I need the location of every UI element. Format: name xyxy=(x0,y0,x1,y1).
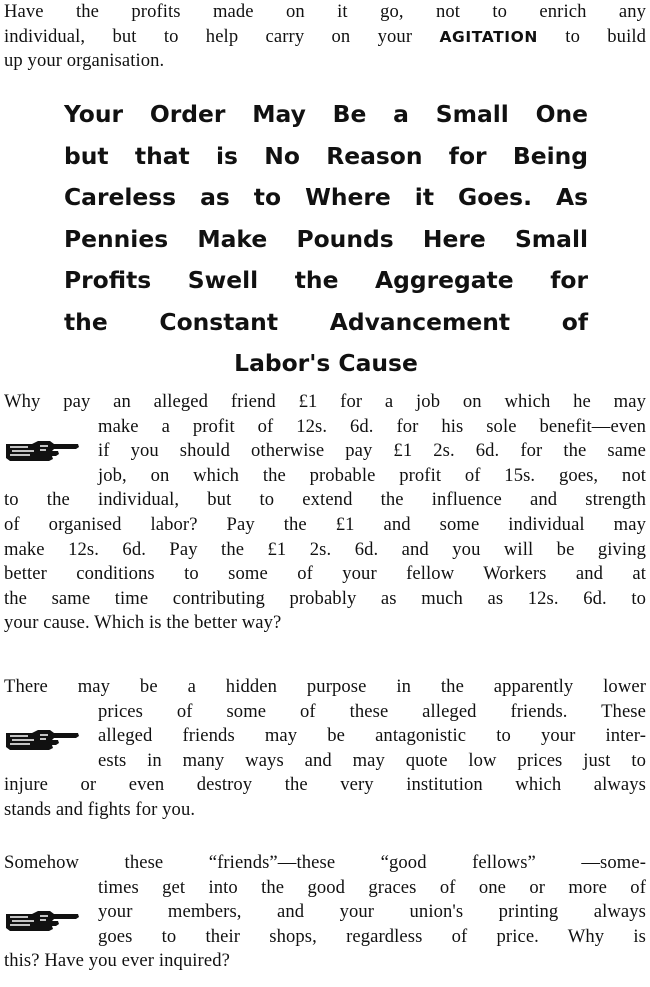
paragraph-line: make a profit of 12s. 6d. for his sole benefit—even xyxy=(98,415,646,437)
paragraph-1 xyxy=(0,390,650,636)
paragraph-line: prices of some of these alleged friends. These xyxy=(98,700,646,722)
intro-line xyxy=(4,25,646,50)
intro-text: individual, but to help carry on your xyxy=(4,25,413,47)
intro-line: up your organisation. xyxy=(4,50,165,72)
headline-line: Pennies Make Pounds Here Small xyxy=(64,224,588,253)
headline-line: Careless as to Where it Goes. As xyxy=(64,183,588,211)
pointing-hand-icon xyxy=(4,727,80,751)
paragraph-line: if you should otherwise pay £1 2s. 6d. for the same xyxy=(98,440,646,462)
intro-paragraph xyxy=(0,0,650,74)
paragraph-3 xyxy=(0,851,650,974)
paragraph-line: Somehow these “friends”—these “good fellows” —some- xyxy=(4,852,646,873)
paragraph-line: injure or even destroy the very institution which always xyxy=(4,774,646,796)
headline-block xyxy=(64,94,588,385)
paragraph-line: your cause. Which is the better way? xyxy=(4,612,282,634)
intro-text: to build xyxy=(565,25,646,47)
paragraph-line: your members, and your union's printing always xyxy=(98,901,646,923)
paragraph-line: this? Have you ever inquired? xyxy=(4,950,230,972)
paragraph-line: the same time contributing probably as much as 12s. 6d. to xyxy=(4,587,646,609)
paragraph-line: goes to their shops, regardless of price. Why is xyxy=(98,925,646,947)
headline-line: the Constant Advancement of xyxy=(64,307,588,336)
pointing-hand-icon xyxy=(4,438,80,462)
paragraph-line: job, on which the probable profit of 15s. goes, not xyxy=(98,464,646,486)
headline-line: Profits Swell the Aggregate for xyxy=(64,266,588,294)
paragraph-line: Why pay an alleged friend £1 for a job on which he may xyxy=(4,391,646,412)
paragraph-line: to the individual, but to extend the influence and strength xyxy=(4,489,646,511)
paragraph-line: stands and fights for you. xyxy=(4,798,196,820)
headline-line: Labor's Cause xyxy=(234,349,418,377)
paragraph-line: times get into the good graces of one or more of xyxy=(98,876,646,898)
paragraph-line: There may be a hidden purpose in the apparently lower xyxy=(4,676,646,697)
paragraph-line: alleged friends may be antagonistic to your inter- xyxy=(98,725,646,747)
paragraph-line: better conditions to some of your fellow Workers and at xyxy=(4,563,646,585)
pointing-hand-icon xyxy=(4,908,80,932)
agitation-word: AGITATION xyxy=(439,27,538,46)
paragraph-line: of organised labor? Pay the £1 and some individual may xyxy=(4,513,646,535)
headline-line: but that is No Reason for Being xyxy=(64,141,588,170)
paragraph-line: make 12s. 6d. Pay the £1 2s. 6d. and you will be giving xyxy=(4,538,646,560)
paragraph-line: ests in many ways and may quote low prices just to xyxy=(98,749,646,771)
intro-line: Have the profits made on it go, not to enrich any xyxy=(4,1,646,22)
paragraph-2 xyxy=(0,675,650,823)
headline-line: Your Order May Be a Small One xyxy=(64,100,588,128)
